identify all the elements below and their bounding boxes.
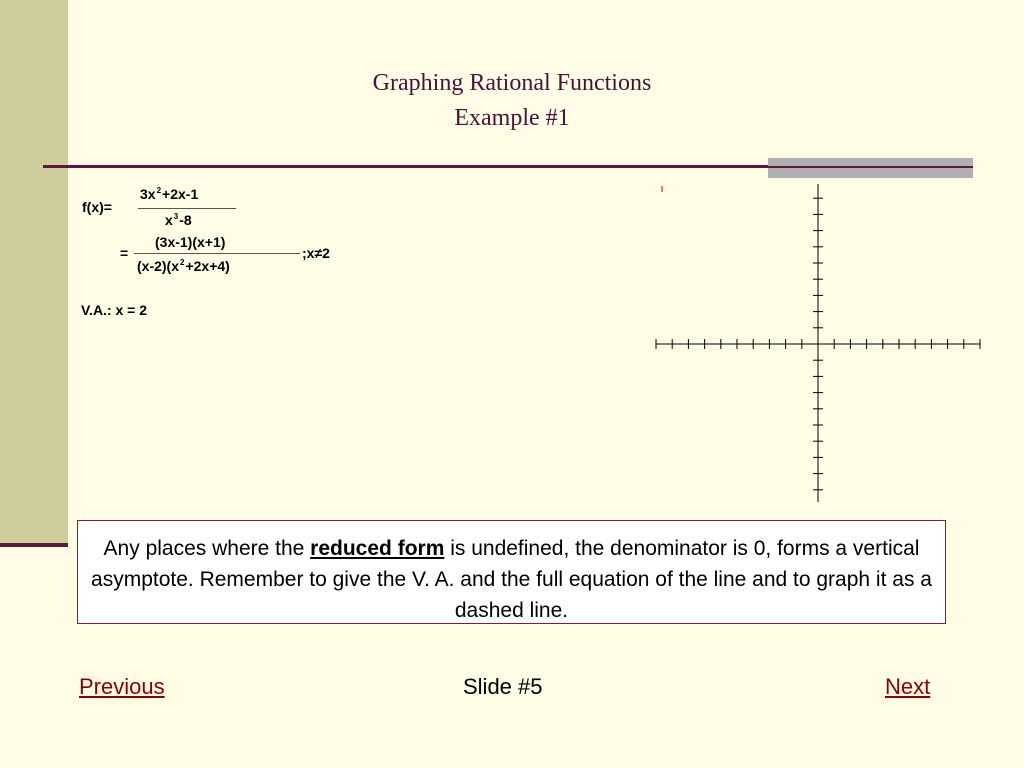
slide-subtitle: Example #1: [454, 105, 570, 131]
left-decor-rule: [0, 543, 68, 547]
slide-title: Graphing Rational Functions: [372, 70, 652, 96]
next-link[interactable]: Next: [885, 674, 931, 699]
vertical-asymptote-label: V.A.: x = 2: [81, 302, 148, 318]
fraction1-denominator: $x^3-8$: [165, 212, 192, 228]
fraction2-numerator: (3x-1)(x+1): [155, 234, 226, 250]
function-lhs: f(x)=: [82, 199, 112, 215]
fraction2-bar: [134, 253, 300, 254]
reduced-form-emphasis: reduced form: [310, 537, 445, 560]
equals-sign: =: [120, 245, 129, 261]
top-decor-block: [768, 158, 973, 178]
domain-condition: ;x≠2: [302, 245, 330, 261]
coordinate-axes: [650, 178, 982, 504]
fraction1-numerator: $3x^2+2x-1$: [140, 186, 199, 202]
title-divider: [43, 165, 768, 168]
fraction1-bar: [138, 208, 236, 209]
fraction2-denominator: $(x-2)(x^2+2x+4)$: [137, 258, 230, 274]
previous-link[interactable]: Previous: [79, 674, 165, 699]
explanation-text-end: is undefined, the denominator is 0, forms a vertical asymptote. Remember to give the V. A. and the full equation of the line and to graph it as a dashed line.: [91, 537, 932, 622]
title-divider-right: [768, 166, 973, 168]
explanation-text-start: Any places where the: [103, 537, 311, 560]
explanation-box: [77, 520, 946, 624]
slide-number: Slide #5: [463, 674, 543, 699]
